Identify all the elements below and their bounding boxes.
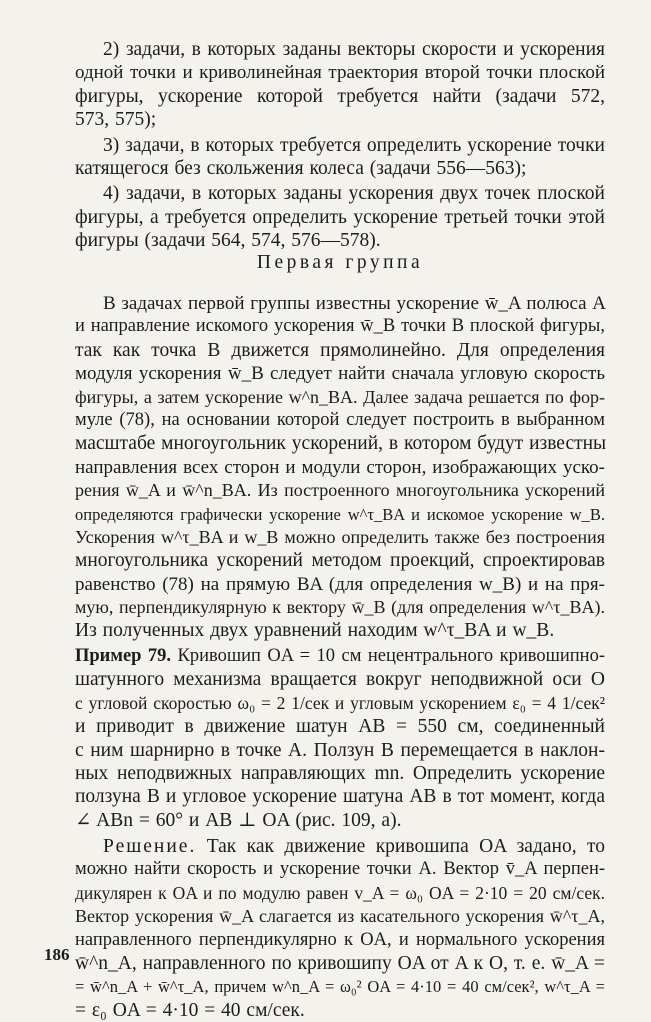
list-item-4-line-3: фигуры (задачи 564, 574, 576—578). bbox=[75, 230, 381, 252]
list-item-2-line-3: фигуры, ускорение которой требуется найти (задачи 572, bbox=[75, 85, 605, 107]
paragraph-line: Из полученных двух уравнений находим w^τ_BA и w_B. bbox=[75, 620, 555, 642]
paragraph-line: и направление искомого ускорения w̄_B точки B плоской фигуры, bbox=[75, 316, 605, 337]
example-line: с угловой скоростью ω₀ = 2 1/сек и угловым ускорением ε₀ = 4 1/сек² bbox=[75, 692, 605, 713]
paragraph-line: Ускорения w^τ_BA и w_B можно определить также без построения bbox=[75, 526, 605, 547]
solution-line: Вектор ускорения w̄_A слагается из касательного ускорения w̄^τ_A, bbox=[75, 906, 605, 927]
list-item-4-line-1: 4) задачи, в которых заданы ускорения двух точек плоской bbox=[103, 183, 605, 205]
solution-line-text: Так как движение кривошипа OA задано, то bbox=[196, 836, 605, 857]
solution-line: = w̄^n_A + w̄^τ_A, причем w^n_A = ω₀² OA = 4·10 = 40 см/сек², w^τ_A = bbox=[75, 977, 605, 997]
example-line: ползуна B и угловое ускорение шатуна AB в тот момент, когда bbox=[75, 786, 605, 808]
list-item-2-line-1: 2) задачи, в которых заданы векторы скорости и ускорения bbox=[103, 39, 605, 60]
paragraph-line: масштабе многоугольник ускорений, в котором будут известны bbox=[75, 433, 607, 455]
list-item-4-line-2: фигуры, а требуется определить ускорение третьей точки этой bbox=[75, 206, 605, 228]
example-line-1 bbox=[75, 645, 605, 668]
paragraph-line: муле (78), на основании которой следует построить в выбранном bbox=[75, 409, 605, 430]
paragraph-line: мую, перпендикулярную к вектору w̄_B (для определения w^τ_BA). bbox=[75, 597, 605, 618]
paragraph-line: равенство (78) на прямую BA (для определения w_B) и на пря- bbox=[75, 573, 605, 595]
example-line: ∠ ABn = 60° и AB ⊥ OA (рис. 109, a). bbox=[75, 809, 402, 831]
example-line: с ним шарнирно в точке A. Ползун B перемещается в наклон- bbox=[75, 739, 605, 761]
paragraph-line: В задачах первой группы известны ускорение w̄_A полюса A bbox=[103, 293, 607, 314]
list-item-2-line-2: одной точки и криволинейная траектория второй точки плоской bbox=[75, 62, 605, 84]
example-line: шатунного механизма вращается вокруг неподвижной оси O bbox=[75, 669, 605, 691]
paragraph-line: рения w̄_A и w̄^n_BA. Из построенного многоугольника ускорений bbox=[75, 480, 605, 501]
example-line: и приводит в движение шатун AB = 550 см, соединенный bbox=[75, 716, 605, 738]
list-item-2-line-4: 573, 575); bbox=[75, 109, 157, 131]
solution bbox=[75, 835, 605, 1022]
solution-line: = ε₀ OA = 4·10 = 40 см/сек. bbox=[75, 999, 305, 1021]
solution-line-1 bbox=[75, 835, 605, 858]
paragraph-line: фигуры, а затем ускорение w^n_BA. Далее задача решается по фор- bbox=[75, 386, 605, 407]
solution-line: дикулярен к OA и по модулю равен v_A = ω₀ OA = 2·10 = 20 см/сек. bbox=[75, 882, 605, 903]
paragraph-line: модуля ускорения w̄_B следует найти сначала угловую скорость bbox=[75, 363, 605, 385]
section-heading: Первая группа bbox=[256, 252, 424, 273]
example-79 bbox=[75, 645, 605, 832]
solution-line: w̄^n_A, направленного по кривошипу OA от A к O, т. е. w̄_A = bbox=[75, 952, 605, 974]
example-line: ных неподвижных направляющих mn. Определить ускорение bbox=[75, 762, 605, 784]
paragraph-line: определяются графически ускорение w^τ_BA и искомое ускорение w_B. bbox=[75, 504, 605, 524]
paragraph-line: направления всех сторон и модули сторон, изображающих уско- bbox=[75, 456, 605, 478]
example-label: Пример 79. bbox=[75, 646, 172, 666]
page-number: 186 bbox=[44, 945, 70, 964]
solution-line: направленного перпендикулярно к OA, и нормального ускорения bbox=[75, 929, 605, 950]
paragraph-line: так как точка B движется прямолинейно. Для определения bbox=[75, 339, 605, 361]
example-line-text: Кривошип OA = 10 см нецентрального кривошипно- bbox=[171, 646, 605, 666]
paragraph-first-group bbox=[75, 292, 605, 643]
list-item-3-line-1: 3) задачи, в которых требуется определить ускорение точки bbox=[103, 134, 605, 156]
paragraph-line: многоугольника ускорений методом проекций, спроектировав bbox=[75, 550, 605, 572]
list-block bbox=[75, 38, 605, 253]
solution-line: можно найти скорость и ускорение точки A. Вектор v̄_A перпен- bbox=[75, 859, 605, 880]
solution-label: Решение. bbox=[103, 836, 197, 857]
list-item-3-line-2: катящегося без скольжения колеса (задачи 556—563); bbox=[75, 157, 527, 179]
